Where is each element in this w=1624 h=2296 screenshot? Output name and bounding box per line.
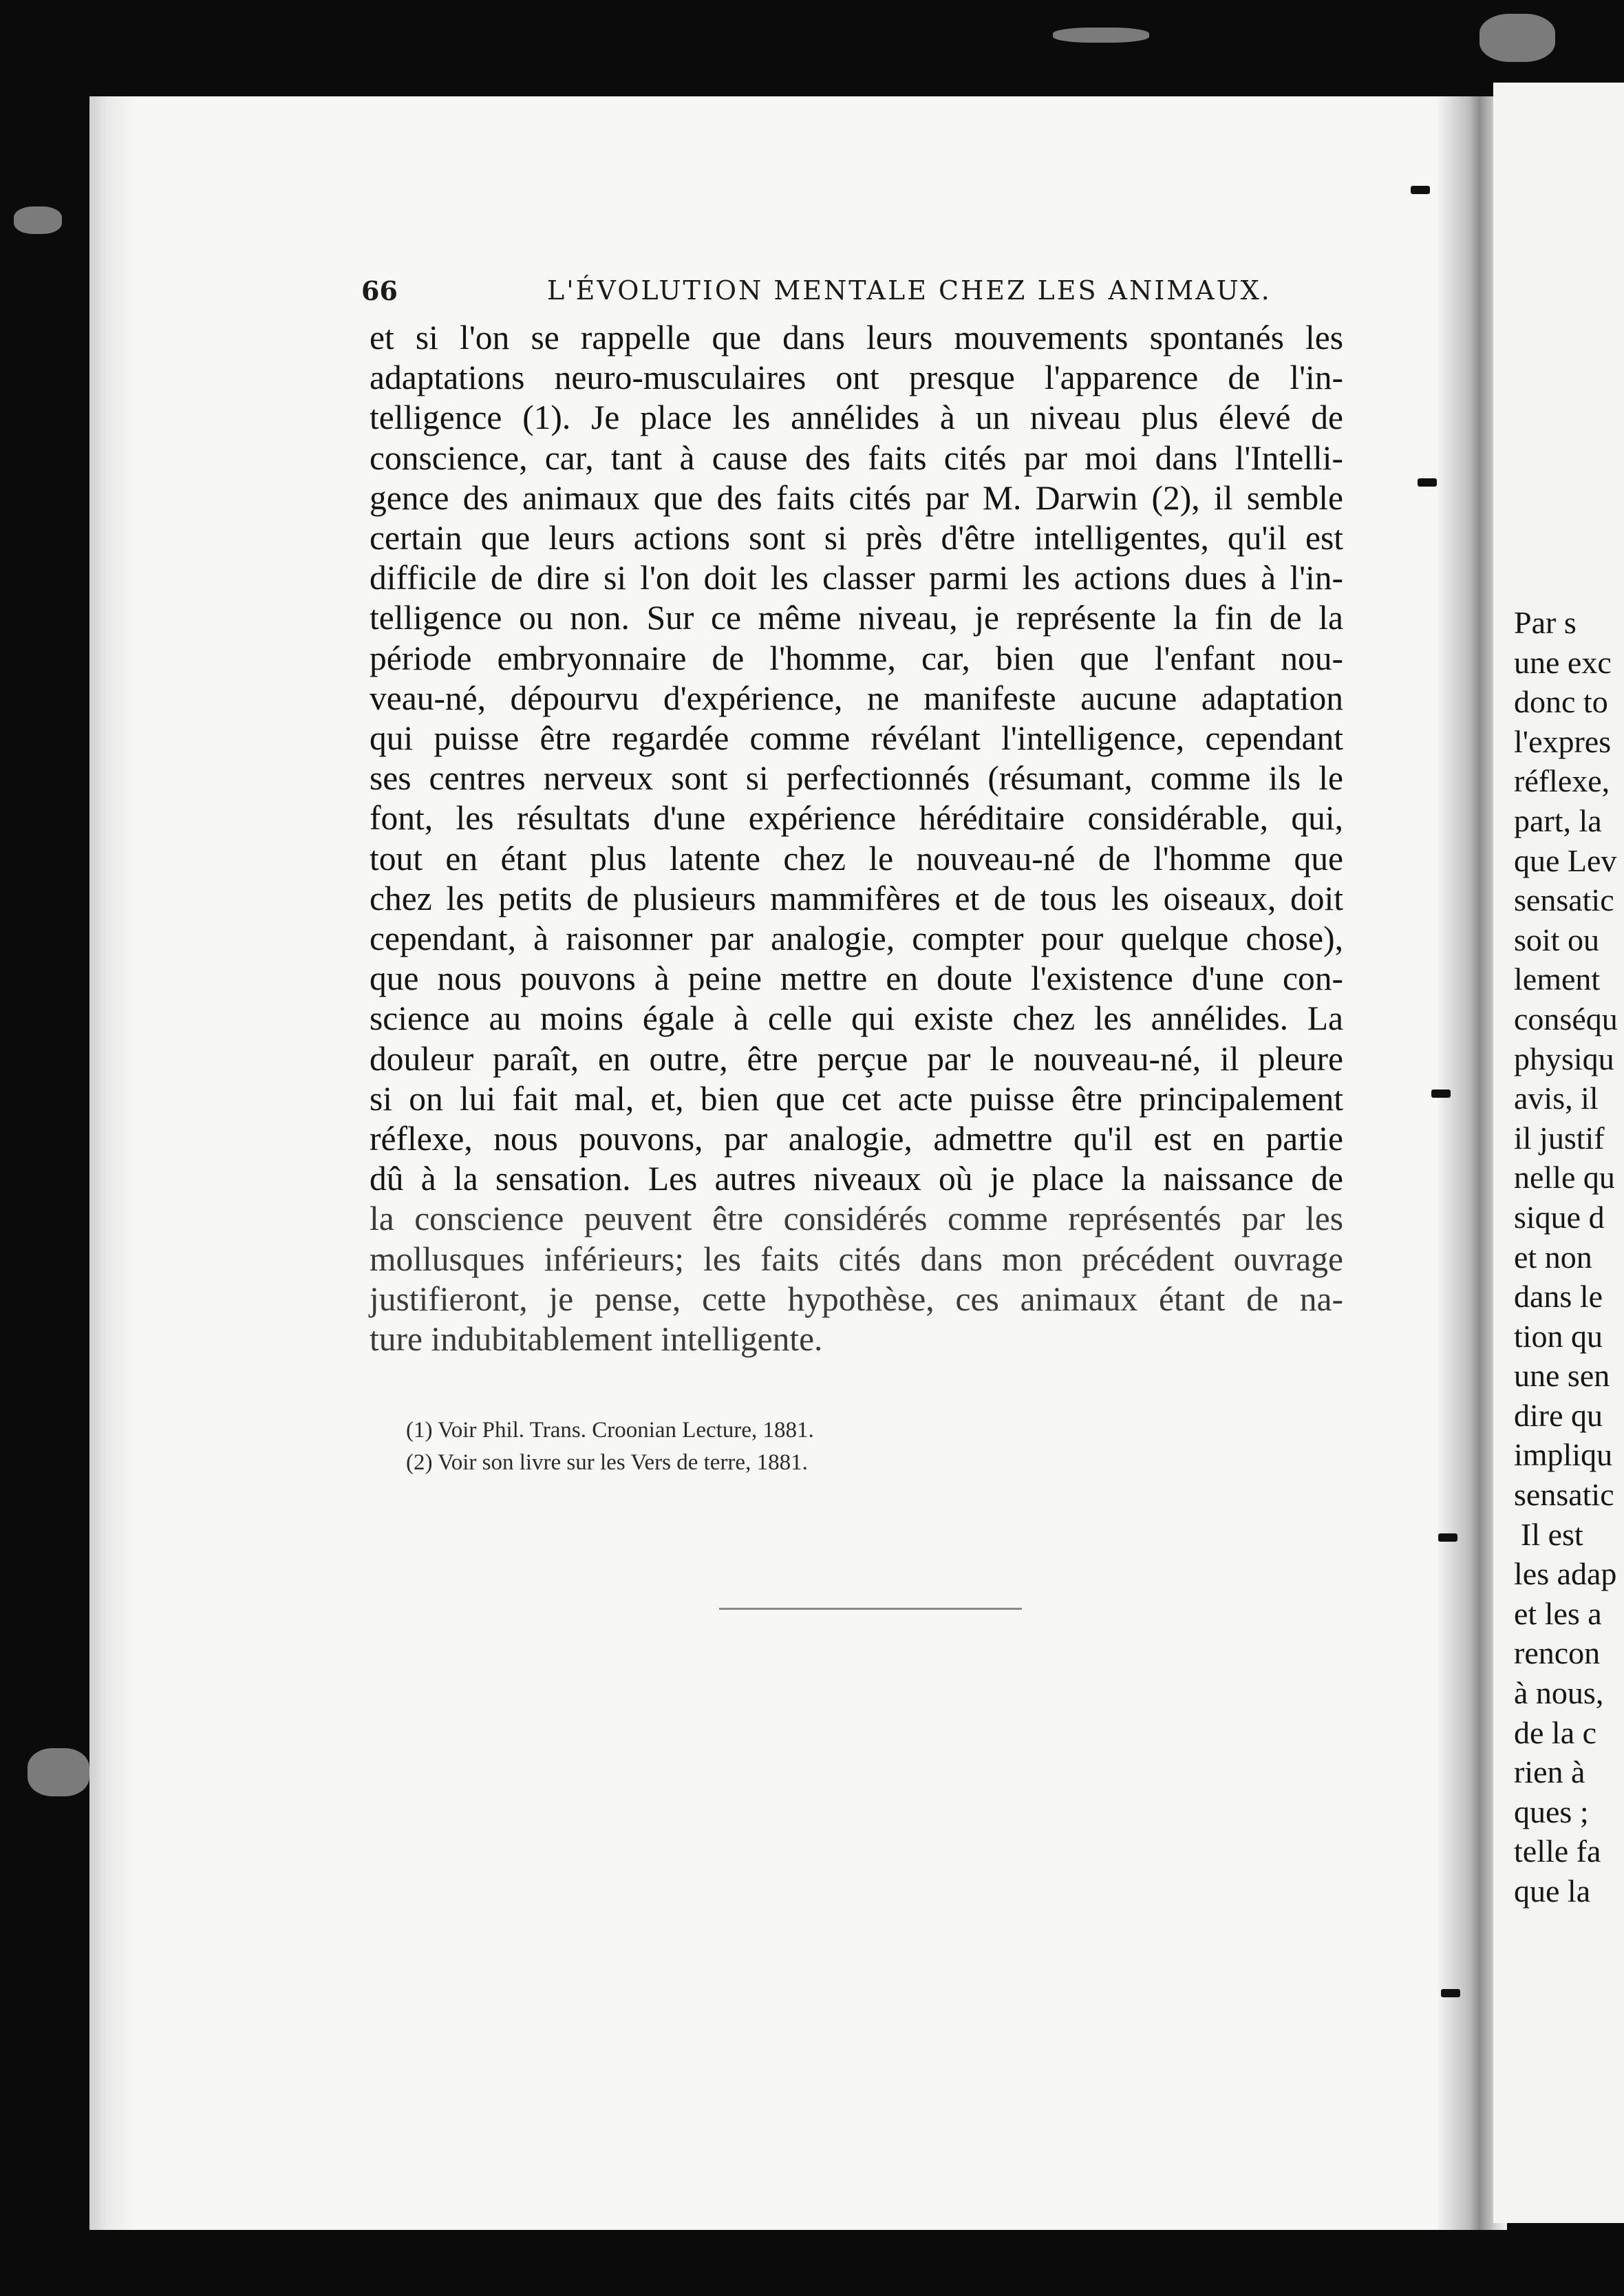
body-line: qui puisse être regardée comme révélant l'intelligence, cependant: [370, 719, 1343, 758]
end-rule: [719, 1608, 1022, 1610]
right-line: rien à: [1514, 1754, 1585, 1790]
right-line: de la c: [1514, 1714, 1597, 1750]
right-line: soit ou: [1514, 922, 1599, 957]
body-line: ture indubitablement intelligente.: [370, 1320, 823, 1359]
body-line: veau-né, dépourvu d'expérience, ne manifeste aucune adaptation: [370, 679, 1343, 717]
margin-mark: [1438, 1533, 1457, 1542]
body-line: cependant, à raisonner par analogie, compter pour quelque chose),: [370, 920, 1343, 958]
body-line: conscience, car, tant à cause des faits cités par moi dans l'Intelli-: [370, 438, 1343, 477]
right-line: que Lev: [1514, 842, 1617, 878]
right-line: il justif: [1514, 1120, 1605, 1156]
right-line: telle fa: [1514, 1833, 1601, 1869]
body-line: telligence ou non. Sur ce même niveau, je représente la fin de la: [370, 599, 1343, 637]
margin-mark: [1431, 1089, 1451, 1098]
body-line: que nous pouvons à peine mettre en doute l'existence d'une con-: [370, 959, 1343, 998]
running-title: L'ÉVOLUTION MENTALE CHEZ LES ANIMAUX.: [547, 275, 1272, 306]
right-line: et les a: [1514, 1595, 1602, 1631]
right-page-text: [1514, 603, 1624, 1911]
right-line: tion qu: [1514, 1318, 1603, 1354]
right-line: lement: [1514, 961, 1601, 997]
scan-speck: [14, 206, 62, 234]
scan-speck: [1479, 14, 1555, 62]
body-line: ses centres nerveux sont si perfectionnés (résumant, comme ils le: [370, 759, 1343, 798]
body-line: dû à la sensation. Les autres niveaux où je place la naissance de: [370, 1160, 1343, 1198]
right-line: ques ;: [1514, 1794, 1589, 1829]
body-line: mollusques inférieurs; les faits cités dans mon précédent ouvrage: [370, 1240, 1343, 1278]
margin-mark: [1418, 478, 1437, 487]
margin-mark: [1411, 186, 1430, 194]
right-line: à nous,: [1514, 1675, 1604, 1711]
right-line: et non: [1514, 1239, 1592, 1275]
body-line: adaptations neuro-musculaires ont presque l'apparence de l'in-: [370, 359, 1343, 397]
right-line: que la: [1514, 1873, 1591, 1909]
body-line: font, les résultats d'une expérience héréditaire considérable, qui,: [370, 799, 1343, 838]
body-line: douleur paraît, en outre, être perçue par le nouveau-né, il pleure: [370, 1039, 1343, 1078]
right-line: les adap: [1514, 1556, 1617, 1592]
right-line: conséqu: [1514, 1001, 1618, 1037]
body-line: telligence (1). Je place les annélides à un niveau plus élevé de: [370, 398, 1343, 437]
right-line: Par s: [1514, 605, 1577, 640]
right-line: réflexe,: [1514, 763, 1610, 799]
body-line: si on lui fait mal, et, bien que cet acte puisse être principalement: [370, 1079, 1343, 1118]
footnotes: [406, 1414, 1301, 1479]
right-line: dire qu: [1514, 1397, 1603, 1433]
right-line: physiqu: [1514, 1041, 1614, 1076]
page-number: 66: [361, 275, 398, 306]
right-line: nelle qu: [1514, 1160, 1615, 1195]
right-line: Il est: [1521, 1516, 1583, 1552]
body-line: difficile de dire si l'on doit les classer parmi les actions dues à l'in-: [370, 559, 1343, 597]
margin-mark: [1441, 1989, 1460, 1997]
right-line: rencon: [1514, 1635, 1601, 1671]
right-line: impliqu: [1514, 1437, 1613, 1473]
body-line: justifieront, je pense, cette hypothèse, ces animaux étant de na-: [370, 1279, 1343, 1318]
right-line: avis, il: [1514, 1081, 1599, 1116]
right-line: sensatic: [1514, 882, 1614, 918]
body-line: science au moins égale à celle qui existe chez les annélides. La: [370, 999, 1343, 1038]
right-line: donc to: [1514, 684, 1608, 720]
scan-speck: [1053, 28, 1149, 43]
footnote-2: (2) Voir son livre sur les Vers de terre, 1881.: [406, 1450, 808, 1475]
right-line: dans le: [1514, 1279, 1603, 1315]
running-header: [361, 275, 1345, 310]
right-line: sique d: [1514, 1199, 1605, 1235]
body-line: certain que leurs actions sont si près d'être intelligentes, qu'il est: [370, 519, 1343, 557]
right-line: l'expres: [1514, 723, 1612, 759]
right-line: une exc: [1514, 644, 1612, 680]
body-line: chez les petits de plusieurs mammifères et de tous les oiseaux, doit: [370, 879, 1343, 917]
scan-speck: [28, 1748, 89, 1796]
right-line: part, la: [1514, 802, 1602, 838]
right-line: sensatic: [1514, 1477, 1614, 1513]
right-line: une sen: [1514, 1358, 1610, 1394]
body-line: tout en étant plus latente chez le nouveau-né de l'homme que: [370, 839, 1343, 878]
body-paragraph: [370, 318, 1343, 1359]
body-line: et si l'on se rappelle que dans leurs mouvements spontanés les: [370, 319, 1343, 357]
body-line: réflexe, nous pouvons, par analogie, admettre qu'il est en partie: [370, 1120, 1343, 1158]
body-line: la conscience peuvent être considérés comme représentés par les: [370, 1200, 1343, 1238]
body-line: période embryonnaire de l'homme, car, bien que l'enfant nou-: [370, 639, 1343, 677]
body-line: gence des animaux que des faits cités par M. Darwin (2), il semble: [370, 478, 1343, 517]
footnote-1: (1) Voir Phil. Trans. Croonian Lecture, 1881.: [406, 1418, 814, 1443]
